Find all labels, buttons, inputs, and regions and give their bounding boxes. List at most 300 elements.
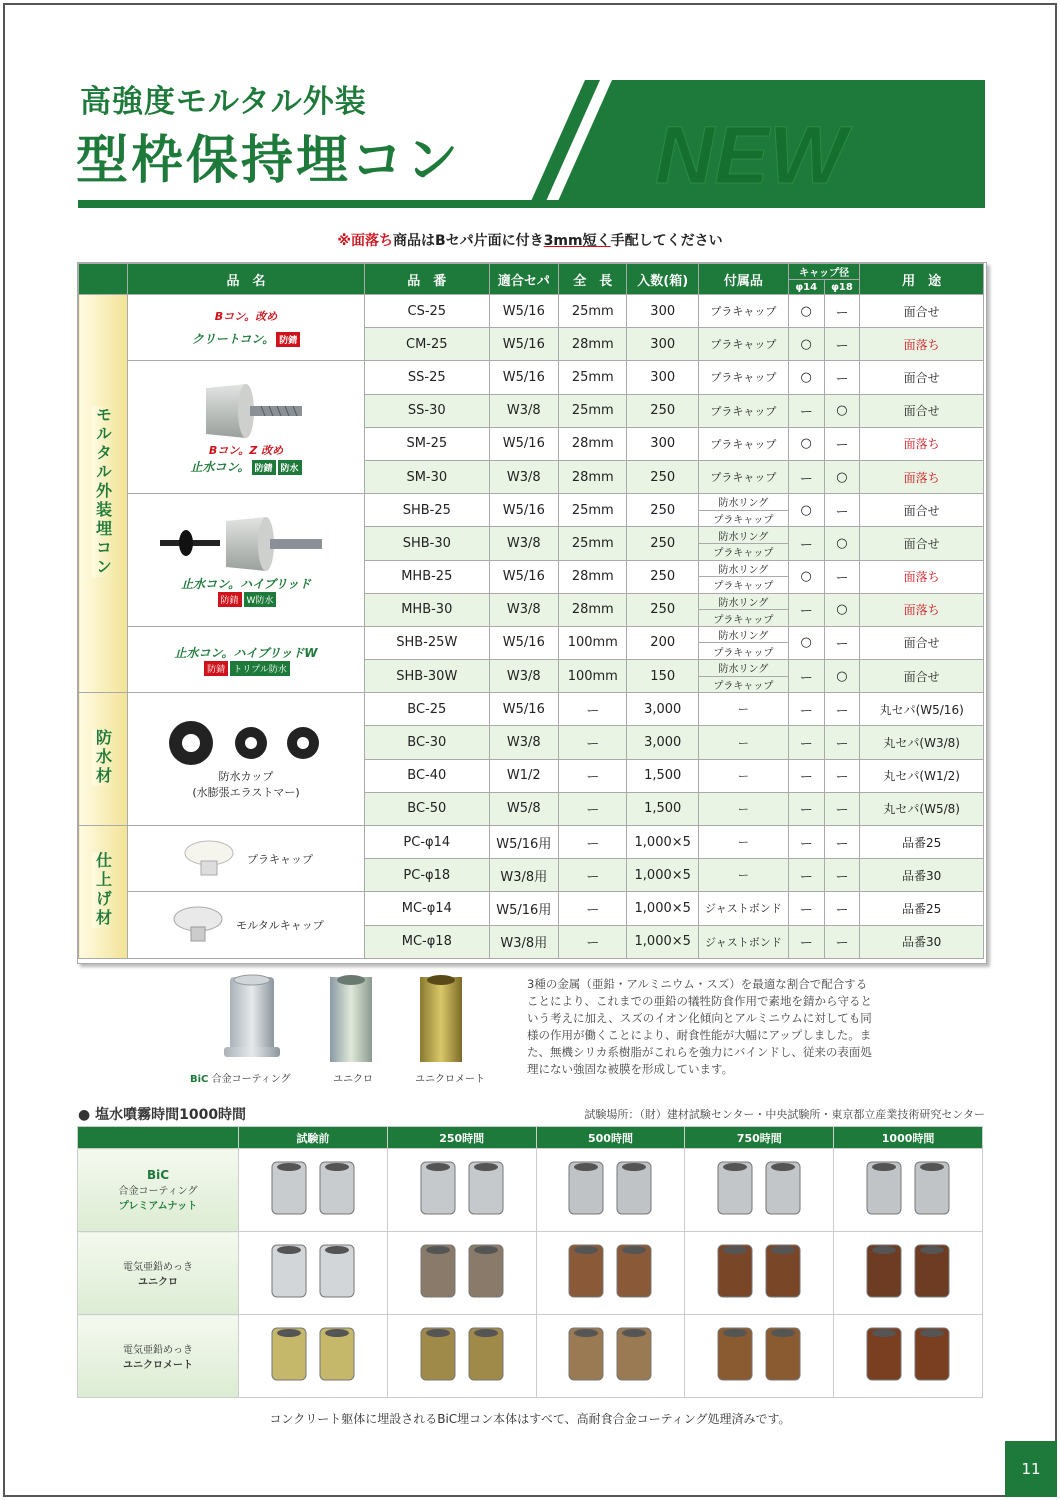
cell-code: SS-30: [364, 394, 489, 427]
cell-use: 面落ち: [860, 328, 984, 361]
cell-length: 28mm: [559, 593, 627, 626]
cell-qty: 150: [627, 660, 699, 693]
tag-w-waterproof: W防水: [244, 592, 277, 607]
tag-triple-waterproof: トリプル防水: [230, 661, 290, 676]
category-label: モルタル外装埋コン: [93, 406, 113, 578]
cell-use: 面落ち: [860, 427, 984, 460]
cell-cap18: ー: [824, 427, 860, 460]
cell-use: 品番25: [860, 892, 984, 925]
salt-sample-cell: [239, 1232, 388, 1315]
cell-accessory: ジャストボンド: [698, 925, 788, 958]
cell-length: 100mm: [559, 626, 627, 659]
bic-logo: BiC: [146, 1168, 170, 1182]
salt-row: [78, 1149, 983, 1232]
cell-use: 丸セパ(W5/16): [860, 693, 984, 726]
nut-sample-image: [407, 1324, 517, 1384]
salt-label-2: プレミアムナット: [118, 1201, 198, 1212]
product-cell: [128, 295, 365, 361]
product-cell: [128, 826, 365, 892]
salt-col-1: 250時間: [387, 1127, 536, 1149]
cell-code: BC-40: [364, 759, 489, 792]
notice: [0, 230, 1060, 250]
cell-length: ー: [559, 859, 627, 892]
cell-qty: 1,000×5: [627, 859, 699, 892]
table-row: [79, 295, 984, 328]
cell-code: PC-φ18: [364, 859, 489, 892]
nut-sample-image: [853, 1158, 963, 1218]
cell-qty: 250: [627, 460, 699, 493]
nut-sample-image: [555, 1158, 665, 1218]
product-name-mortarcap: モルタルキャップ: [236, 919, 324, 933]
nut-sample-image: [704, 1241, 814, 1301]
product-cell: [128, 892, 365, 958]
cell-use: 面合せ: [860, 626, 984, 659]
cell-length: ー: [559, 925, 627, 958]
spec-table-wrap: [77, 262, 987, 964]
cell-cap18: ー: [824, 494, 860, 527]
cell-cap14: ー: [788, 826, 824, 859]
cell-qty: 200: [627, 626, 699, 659]
product-image: [156, 513, 336, 575]
notice-prefix: ※: [337, 233, 352, 249]
cell-length: 25mm: [559, 494, 627, 527]
title-line2: 型枠保持埋コン: [76, 131, 462, 191]
mortar-cap-image: [168, 903, 228, 947]
table-row: [79, 892, 984, 925]
nut-sample-image: [853, 1324, 963, 1384]
cell-length: 28mm: [559, 328, 627, 361]
cell-use: 面合せ: [860, 361, 984, 394]
cell-cap14: ー: [788, 792, 824, 825]
salt-row: [78, 1232, 983, 1315]
notice-highlight: 面落ち: [351, 233, 394, 249]
cell-cap18: ー: [824, 693, 860, 726]
cell-qty: 300: [627, 295, 699, 328]
salt-label-1: 電気亜鉛めっき: [123, 1345, 193, 1356]
cell-code: MHB-25: [364, 560, 489, 593]
cell-cap18: ー: [824, 328, 860, 361]
cell-length: 28mm: [559, 427, 627, 460]
salt-col-3: 750時間: [685, 1127, 834, 1149]
product-name-creecon: [128, 330, 364, 347]
tag-rust: 防錆: [252, 460, 276, 475]
cell-accessory: ー: [698, 792, 788, 825]
cell-cap18: ○: [824, 394, 860, 427]
cell-sepa: W5/16: [489, 494, 558, 527]
cell-length: ー: [559, 792, 627, 825]
cell-cap18: ー: [824, 295, 860, 328]
header-name: 品 名: [128, 264, 365, 295]
salt-row: [78, 1315, 983, 1398]
header-use: 用 途: [860, 264, 984, 295]
cell-sepa: W5/16: [489, 626, 558, 659]
cell-code: SM-25: [364, 427, 489, 460]
cell-qty: 250: [627, 560, 699, 593]
cell-code: SS-25: [364, 361, 489, 394]
cell-sepa: W5/16: [489, 295, 558, 328]
page-number: 11: [1005, 1441, 1057, 1497]
salt-sample-cell: [685, 1315, 834, 1398]
cell-code: SHB-30: [364, 527, 489, 560]
cell-qty: 300: [627, 328, 699, 361]
tag-rust: 防錆: [218, 592, 242, 607]
cell-length: ー: [559, 826, 627, 859]
accessory-2: プラキャップ: [713, 515, 774, 527]
salt-label-1: 電気亜鉛めっき: [123, 1262, 193, 1273]
cell-accessory: ー: [698, 759, 788, 792]
cell-accessory: [698, 560, 788, 593]
cell-cap14: ○: [788, 494, 824, 527]
cell-sepa: W1/2: [489, 759, 558, 792]
table-row: [79, 826, 984, 859]
product-name-hybrid: [128, 575, 364, 592]
cell-cap14: ー: [788, 460, 824, 493]
cell-cap18: ー: [824, 792, 860, 825]
cell-sepa: W3/8用: [489, 859, 558, 892]
salt-col-0: 試験前: [239, 1127, 388, 1149]
product-cell: [128, 693, 365, 826]
cell-code: PC-φ14: [364, 826, 489, 859]
label-alloy: 合金コーティング: [211, 1074, 291, 1085]
salt-label-2: ユニクロ: [138, 1277, 178, 1288]
label-unichromate: ユニクロメート: [415, 1074, 485, 1085]
cell-cap14: ○: [788, 560, 824, 593]
cell-length: ー: [559, 726, 627, 759]
accessory-2: プラキャップ: [713, 548, 774, 560]
cell-length: 25mm: [559, 394, 627, 427]
cell-use: 丸セパ(W3/8): [860, 726, 984, 759]
cell-cap14: ー: [788, 726, 824, 759]
cell-sepa: W5/16: [489, 560, 558, 593]
salt-row-label: [78, 1149, 239, 1232]
accessory-2: プラキャップ: [713, 647, 774, 659]
cell-use: 面合せ: [860, 394, 984, 427]
bic-logo: BiC: [190, 1074, 209, 1085]
name-text: 止水コン。ハイブリッド: [181, 577, 311, 591]
accessory-1: 防水リング: [699, 660, 788, 677]
cell-cap14: ー: [788, 925, 824, 958]
cell-use: 品番25: [860, 826, 984, 859]
salt-sample-cell: [834, 1149, 983, 1232]
cell-qty: 300: [627, 361, 699, 394]
cell-cap14: ー: [788, 892, 824, 925]
cell-sepa: W5/16用: [489, 892, 558, 925]
cell-cap14: ー: [788, 593, 824, 626]
cell-sepa: W3/8: [489, 460, 558, 493]
cell-cap14: ー: [788, 660, 824, 693]
accessory-2: プラキャップ: [713, 680, 774, 692]
cell-qty: 1,500: [627, 792, 699, 825]
cell-accessory: [698, 593, 788, 626]
category-label: 仕上げ材: [93, 851, 113, 928]
cell-qty: 250: [627, 494, 699, 527]
notice-text: 商品はBセパ片面に付き: [393, 233, 544, 249]
cell-length: 28mm: [559, 560, 627, 593]
name-text: 止水コン。: [190, 459, 250, 474]
salt-sample-cell: [834, 1315, 983, 1398]
cell-code: MC-φ14: [364, 892, 489, 925]
product-cell: [128, 494, 365, 627]
cell-sepa: W3/8: [489, 593, 558, 626]
cell-sepa: W5/16: [489, 427, 558, 460]
cell-sepa: W3/8: [489, 527, 558, 560]
salt-sample-cell: [685, 1232, 834, 1315]
table-row: [79, 494, 984, 527]
cell-cap14: ー: [788, 859, 824, 892]
cell-accessory: ー: [698, 859, 788, 892]
header-cap-18: φ18: [824, 280, 860, 295]
salt-sample-cell: [834, 1232, 983, 1315]
product-name-shisuicon: [128, 458, 364, 475]
cell-accessory: プラキャップ: [698, 361, 788, 394]
label-unichro: ユニクロ: [333, 1074, 373, 1085]
nut-sample-image: [555, 1241, 665, 1301]
cell-accessory: [698, 660, 788, 693]
cell-sepa: W5/16: [489, 361, 558, 394]
cell-sepa: W3/8用: [489, 925, 558, 958]
cell-cap14: ○: [788, 626, 824, 659]
cell-cap18: ー: [824, 892, 860, 925]
cell-code: BC-25: [364, 693, 489, 726]
notice-suffix: 手配してください: [610, 233, 723, 249]
salt-sample-cell: [536, 1232, 685, 1315]
accessory-2: プラキャップ: [713, 581, 774, 593]
cell-accessory: [698, 626, 788, 659]
name-text: クリートコン。: [191, 332, 275, 347]
title-line1: 高強度モルタル外装: [80, 84, 367, 120]
product-cell: [128, 361, 365, 494]
cell-length: 25mm: [559, 295, 627, 328]
table-row: [79, 361, 984, 394]
salt-sample-cell: [536, 1149, 685, 1232]
category-cell: [79, 295, 128, 693]
cell-cap18: ○: [824, 660, 860, 693]
accessory-2: プラキャップ: [713, 614, 774, 626]
brand-old-label-z: Bコン。Z 改め: [208, 443, 284, 457]
salt-table: [77, 1126, 983, 1398]
cell-accessory: プラキャップ: [698, 394, 788, 427]
cell-use: 面落ち: [860, 460, 984, 493]
cell-use: 面合せ: [860, 527, 984, 560]
cell-accessory: [698, 527, 788, 560]
tag-waterproof: 防水: [278, 460, 302, 475]
salt-sample-cell: [239, 1149, 388, 1232]
nut-sample-image: [258, 1158, 368, 1218]
nut-sample-image: [407, 1241, 517, 1301]
cell-accessory: ー: [698, 726, 788, 759]
accessory-1: 防水リング: [699, 594, 788, 611]
cell-cap18: ー: [824, 859, 860, 892]
nut-sample-image: [258, 1324, 368, 1384]
tag-rust: 防錆: [204, 661, 228, 676]
salt-title: ● 塩水噴霧時間1000時間: [78, 1107, 247, 1123]
brand-old-label: Bコン。改め: [214, 310, 278, 324]
cell-cap14: ー: [788, 527, 824, 560]
cell-qty: 1,500: [627, 759, 699, 792]
table-row: [79, 626, 984, 659]
table-row: [79, 693, 984, 726]
cell-code: CM-25: [364, 328, 489, 361]
cell-accessory: プラキャップ: [698, 295, 788, 328]
cell-code: BC-50: [364, 792, 489, 825]
cell-length: 25mm: [559, 361, 627, 394]
salt-row-label: [78, 1315, 239, 1398]
cap-image: [179, 837, 239, 881]
category-cell: [79, 693, 128, 826]
cell-qty: 250: [627, 527, 699, 560]
accessory-1: 防水リング: [699, 494, 788, 511]
cell-length: 28mm: [559, 460, 627, 493]
cell-code: SM-30: [364, 460, 489, 493]
cell-cap18: ー: [824, 626, 860, 659]
cell-cap18: ー: [824, 560, 860, 593]
cell-cap14: ー: [788, 759, 824, 792]
cell-code: MHB-30: [364, 593, 489, 626]
cell-use: 面落ち: [860, 560, 984, 593]
waterproof-cup-image: [161, 718, 331, 768]
cell-qty: 250: [627, 593, 699, 626]
salt-sample-cell: [387, 1149, 536, 1232]
nut-sample-image: [407, 1158, 517, 1218]
salt-header-blank: [78, 1127, 239, 1149]
cell-qty: 1,000×5: [627, 925, 699, 958]
cell-use: 品番30: [860, 859, 984, 892]
cell-cap18: ○: [824, 527, 860, 560]
cell-code: BC-30: [364, 726, 489, 759]
accessory-1: 防水リング: [699, 627, 788, 644]
product-name-cup: 防水カップ: [218, 770, 274, 784]
cell-sepa: W5/16: [489, 328, 558, 361]
cell-qty: 3,000: [627, 693, 699, 726]
cell-cap18: ○: [824, 593, 860, 626]
cell-cap18: ー: [824, 361, 860, 394]
cell-length: 100mm: [559, 660, 627, 693]
footnote: コンクリート躯体に埋設されるBiC埋コン本体はすべて、高耐食合金コーティング処理済みです。: [269, 1412, 791, 1426]
tag-rust: 防錆: [276, 332, 300, 347]
salt-label-2: ユニクロメート: [123, 1360, 193, 1371]
nut-sample-image: [258, 1241, 368, 1301]
cell-cap14: ○: [788, 328, 824, 361]
cell-code: CS-25: [364, 295, 489, 328]
nut-sample-image: [853, 1241, 963, 1301]
salt-label-1: 合金コーティング: [118, 1186, 198, 1197]
cell-code: SHB-25: [364, 494, 489, 527]
cell-cap14: ○: [788, 361, 824, 394]
cell-qty: 250: [627, 394, 699, 427]
cell-sepa: W5/8: [489, 792, 558, 825]
product-cell: [128, 626, 365, 692]
cell-qty: 3,000: [627, 726, 699, 759]
notice-underline: 3mm短く: [543, 233, 611, 249]
salt-col-4: 1000時間: [834, 1127, 983, 1149]
cell-cap18: ○: [824, 460, 860, 493]
cell-use: 面落ち: [860, 593, 984, 626]
cell-accessory: プラキャップ: [698, 460, 788, 493]
coating-logo-label: [190, 1070, 291, 1085]
header-cap: キャップ径: [788, 264, 860, 280]
cell-qty: 1,000×5: [627, 892, 699, 925]
cell-sepa: W3/8: [489, 660, 558, 693]
cell-length: 25mm: [559, 527, 627, 560]
category-cell: [79, 826, 128, 959]
cell-code: SHB-25W: [364, 626, 489, 659]
cell-cap18: ー: [824, 759, 860, 792]
cell-use: 丸セパ(W5/8): [860, 792, 984, 825]
salt-sample-cell: [387, 1315, 536, 1398]
cell-accessory: ー: [698, 693, 788, 726]
salt-sample-cell: [239, 1315, 388, 1398]
salt-sample-cell: [536, 1315, 685, 1398]
header-length: 全 長: [559, 264, 627, 295]
product-sub-cup: (水膨張エラストマー): [192, 786, 300, 800]
salt-row-label: [78, 1232, 239, 1315]
salt-sample-cell: [685, 1149, 834, 1232]
cell-code: MC-φ18: [364, 925, 489, 958]
product-name-placap: プラキャップ: [247, 852, 313, 866]
header-code: 品 番: [364, 264, 489, 295]
cell-code: SHB-30W: [364, 660, 489, 693]
cell-cap14: ー: [788, 394, 824, 427]
header-accessory: 付属品: [698, 264, 788, 295]
cell-accessory: [698, 494, 788, 527]
cell-sepa: W3/8: [489, 394, 558, 427]
nut-sample-image: [704, 1158, 814, 1218]
cell-use: 品番30: [860, 925, 984, 958]
cell-qty: 1,000×5: [627, 826, 699, 859]
cell-use: 面合せ: [860, 660, 984, 693]
nut-sample-image: [704, 1324, 814, 1384]
cell-sepa: W3/8: [489, 726, 558, 759]
cell-cap14: ○: [788, 295, 824, 328]
cell-sepa: W5/16: [489, 693, 558, 726]
header-blank: [79, 264, 128, 295]
name-text: 止水コン。ハイブリッドW: [174, 645, 318, 660]
salt-col-2: 500時間: [536, 1127, 685, 1149]
cell-length: ー: [559, 693, 627, 726]
cell-accessory: ジャストボンド: [698, 892, 788, 925]
header-sepa: 適合セパ: [489, 264, 558, 295]
cell-sepa: W5/16用: [489, 826, 558, 859]
cell-use: 丸セパ(W1/2): [860, 759, 984, 792]
accessory-1: 防水リング: [699, 561, 788, 578]
spec-table: [78, 263, 984, 959]
category-label: 防水材: [93, 728, 113, 786]
cell-cap14: ー: [788, 693, 824, 726]
product-image: [176, 380, 316, 442]
cell-length: ー: [559, 892, 627, 925]
cell-qty: 300: [627, 427, 699, 460]
cell-accessory: ー: [698, 826, 788, 859]
salt-place: 試験場所：（財）建材試験センター・中央試験所・東京都立産業技術研究センター: [584, 1108, 985, 1121]
new-badge: NEW: [655, 110, 847, 201]
cell-use: 面合せ: [860, 295, 984, 328]
cell-cap18: ー: [824, 726, 860, 759]
cell-length: ー: [559, 759, 627, 792]
nut-sample-image: [555, 1324, 665, 1384]
cell-accessory: プラキャップ: [698, 427, 788, 460]
cell-cap14: ○: [788, 427, 824, 460]
accessory-1: 防水リング: [699, 527, 788, 544]
header-qty: 入数(箱): [627, 264, 699, 295]
cell-cap18: ー: [824, 925, 860, 958]
cell-use: 面合せ: [860, 494, 984, 527]
header-cap-14: φ14: [788, 280, 824, 295]
cell-accessory: プラキャップ: [698, 328, 788, 361]
salt-sample-cell: [387, 1232, 536, 1315]
coating-description: 3種の金属（亜鉛・アルミニウム・スズ）を最適な割合で配合することにより、これまでの亜鉛の犠牲防食作用で素地を錆から守るという考えに加え、スズのイオン化傾向とアルミニウムに対しても同様の作用が働くことにより、耐食性能が大幅にアップしました。また、無機シリカ系樹脂がこれらを強力にバインドし、従来の表面処理にない強固な被膜を形成しています。: [527, 977, 872, 1076]
product-name-hybrid-w: [128, 644, 364, 661]
cell-cap18: ー: [824, 826, 860, 859]
